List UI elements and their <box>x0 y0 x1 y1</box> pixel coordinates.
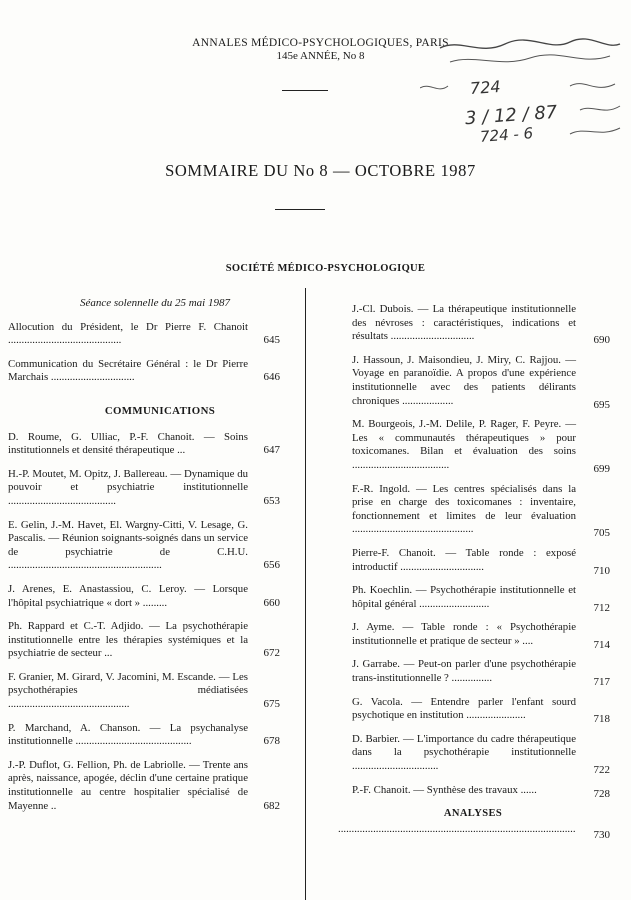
toc-entry[interactable] <box>338 695 610 726</box>
toc-entry[interactable] <box>338 353 610 411</box>
toc-entry[interactable] <box>338 303 610 347</box>
toc-entry[interactable] <box>8 583 292 610</box>
toc-entry-page: 647 <box>263 444 280 457</box>
toc-entry[interactable] <box>8 759 292 813</box>
toc-entry-text: E. Gelin, J.-M. Havet, El. Wargny-Citti, V. Lesage, G. Pascalis. — Réunion soignants-soignés dans un service de psychiatrie de C.H.U. ......................................................... <box>8 518 248 572</box>
toc-entry-page: 718 <box>593 713 610 726</box>
page-title: SOMMAIRE DU No 8 — OCTOBRE 1987 <box>165 161 476 180</box>
toc-entry-page: 717 <box>593 676 610 689</box>
society-heading: SOCIÉTÉ MÉDICO-PSYCHOLOGIQUE <box>225 263 426 274</box>
toc-entry-text: Communication du Secrétaire Général : le Dr Pierre Marchais ............................... <box>8 357 248 384</box>
toc-entry-page: 660 <box>263 596 280 609</box>
toc-entry-text: M. Bourgeois, J.-M. Delile, P. Rager, F. Peyre. — Les « communautés thérapeutiques » pour toxicomanes. Bilan et évaluation des soins .................................... <box>352 418 576 471</box>
session-heading: Séance solennelle du 25 mai 1987 <box>80 297 230 309</box>
toc-entry-text: G. Vacola. — Entendre parler l'enfant sourd psychotique en institution ...................... <box>352 695 576 722</box>
toc-entry[interactable] <box>8 358 292 385</box>
right-column <box>338 303 610 841</box>
toc-entry-page: 672 <box>263 647 280 660</box>
toc-entry-page: 712 <box>593 601 610 614</box>
handwriting-line-c: 724 - 6 <box>479 124 534 146</box>
toc-entry-text: Allocution du Président, le Dr Pierre F. Chanoit .......................................... <box>8 320 248 347</box>
toc-entry[interactable] <box>8 620 292 661</box>
toc-entry-page: 690 <box>593 334 610 347</box>
toc-entry-text: H.-P. Moutet, M. Opitz, J. Ballereau. — Dynamique du pouvoir et psychiatrie institutionnelle ........................................ <box>8 467 248 507</box>
toc-entry[interactable] <box>8 321 292 348</box>
toc-entry-page: 645 <box>263 334 280 347</box>
handwritten-annotation <box>420 38 625 148</box>
toc-entry[interactable] <box>8 519 292 573</box>
toc-entry-page: 710 <box>593 564 610 577</box>
toc-entry-text: D. Barbier. — L'importance du cadre thérapeutique dans la psychothérapie institutionnelle ................................ <box>352 732 576 773</box>
toc-entry-text: J. Garrabe. — Peut-on parler d'une psychothérapie trans-institutionnelle ? ............... <box>352 658 576 685</box>
toc-entry[interactable] <box>8 671 292 712</box>
toc-entry-text: J. Hassoun, J. Maisondieu, J. Miry, C. Rajjou. — Voyage en paranoïdie. A propos d'une expérience institutionnelle avec des patients délirants chroniques ................... <box>352 353 576 407</box>
divider-mid <box>275 209 325 210</box>
toc-entry-page: 682 <box>263 799 280 812</box>
toc-entry[interactable] <box>338 621 610 651</box>
toc-entry[interactable] <box>338 822 610 841</box>
toc-entry-page: 653 <box>263 494 280 507</box>
toc-entry[interactable] <box>8 468 292 509</box>
toc-entry[interactable] <box>8 431 292 458</box>
journal-name: ANNALES MÉDICO-PSYCHOLOGIQUES, PARIS <box>192 37 449 49</box>
divider-top <box>282 90 328 91</box>
toc-entry-leader: ........................................................................................ <box>338 822 576 835</box>
toc-entry-text: J. Ayme. — Table ronde : « Psychothérapie institutionnelle et pratique de secteur » .... <box>352 621 576 647</box>
toc-entry-text: F. Granier, M. Girard, V. Jacomini, M. Escande. — Les psychothérapies médiatisées ............................................. <box>8 670 248 711</box>
toc-entry[interactable] <box>338 482 610 540</box>
toc-entry-page: 699 <box>593 462 610 475</box>
left-column <box>8 297 292 823</box>
toc-entry-text: J.-P. Duflot, G. Fellion, Ph. de Labriolle. — Trente ans après, naissance, apogée, déclin d'une certaine pratique institutionnelle au centre hospitalier spécialisé de Mayenne .. <box>8 758 248 812</box>
handwriting-line-a: 724 <box>469 76 502 99</box>
toc-entry[interactable] <box>338 658 610 689</box>
column-divider <box>305 288 306 900</box>
toc-entry-text: D. Roume, G. Ulliac, P.-F. Chanoit. — Soins institutionnels et densité thérapeutique ... <box>8 430 248 457</box>
toc-entry[interactable] <box>338 584 610 614</box>
toc-entry[interactable] <box>338 732 610 777</box>
toc-entry-page: 714 <box>593 638 610 651</box>
toc-entry[interactable] <box>8 722 292 749</box>
toc-entry[interactable] <box>338 784 608 798</box>
toc-entry-page: 675 <box>263 698 280 711</box>
journal-issue: 145e ANNÉE, No 8 <box>276 50 365 62</box>
toc-entry-page: 678 <box>263 735 280 748</box>
toc-entry-page: 646 <box>263 371 280 384</box>
toc-entry-text: Ph. Rappard et C.-T. Adjido. — La psychothérapie institutionnelle entre les thérapies systémiques et la psychiatrie de secteur ... <box>8 620 248 660</box>
toc-entry-text: P.-F. Chanoit. — Synthèse des travaux ...... <box>352 783 537 796</box>
toc-entry-page: 722 <box>593 764 610 777</box>
toc-entry-text: J.-Cl. Dubois. — La thérapeutique institutionnelle des névroses : caractéristiques, indications et résultats ............................... <box>352 303 576 343</box>
toc-entry-text: Ph. Koechlin. — Psychothérapie institutionnelle et hôpital général .......................... <box>352 584 576 610</box>
handwriting-line-b: 3 / 12 / 87 <box>464 101 558 130</box>
toc-entry-text: P. Marchand, A. Chanson. — La psychanalyse institutionnelle ........................................... <box>8 721 248 748</box>
toc-entry-page: 656 <box>263 559 280 572</box>
toc-entry-page: 730 <box>593 828 610 841</box>
toc-entry-page: 728 <box>593 787 610 800</box>
toc-entry-page: 705 <box>593 527 610 540</box>
toc-entry-text: Pierre-F. Chanoit. — Table ronde : exposé introductif ............................... <box>352 546 576 573</box>
analyses-heading: ANALYSES <box>443 808 503 820</box>
toc-entry-text: J. Arenes, E. Anastassiou, C. Leroy. — Lorsque l'hôpital psychiatrique « dort » ......... <box>8 582 248 609</box>
toc-entry-text: F.-R. Ingold. — Les centres spécialisés dans la prise en charge des toxicomanes : inventaire, fonctionnement et limites de leur évaluation ............................................. <box>352 482 576 536</box>
toc-entry[interactable] <box>338 546 610 577</box>
toc-entry-page: 695 <box>593 398 610 411</box>
communications-heading: COMMUNICATIONS <box>104 404 216 417</box>
toc-entry[interactable] <box>338 418 610 475</box>
